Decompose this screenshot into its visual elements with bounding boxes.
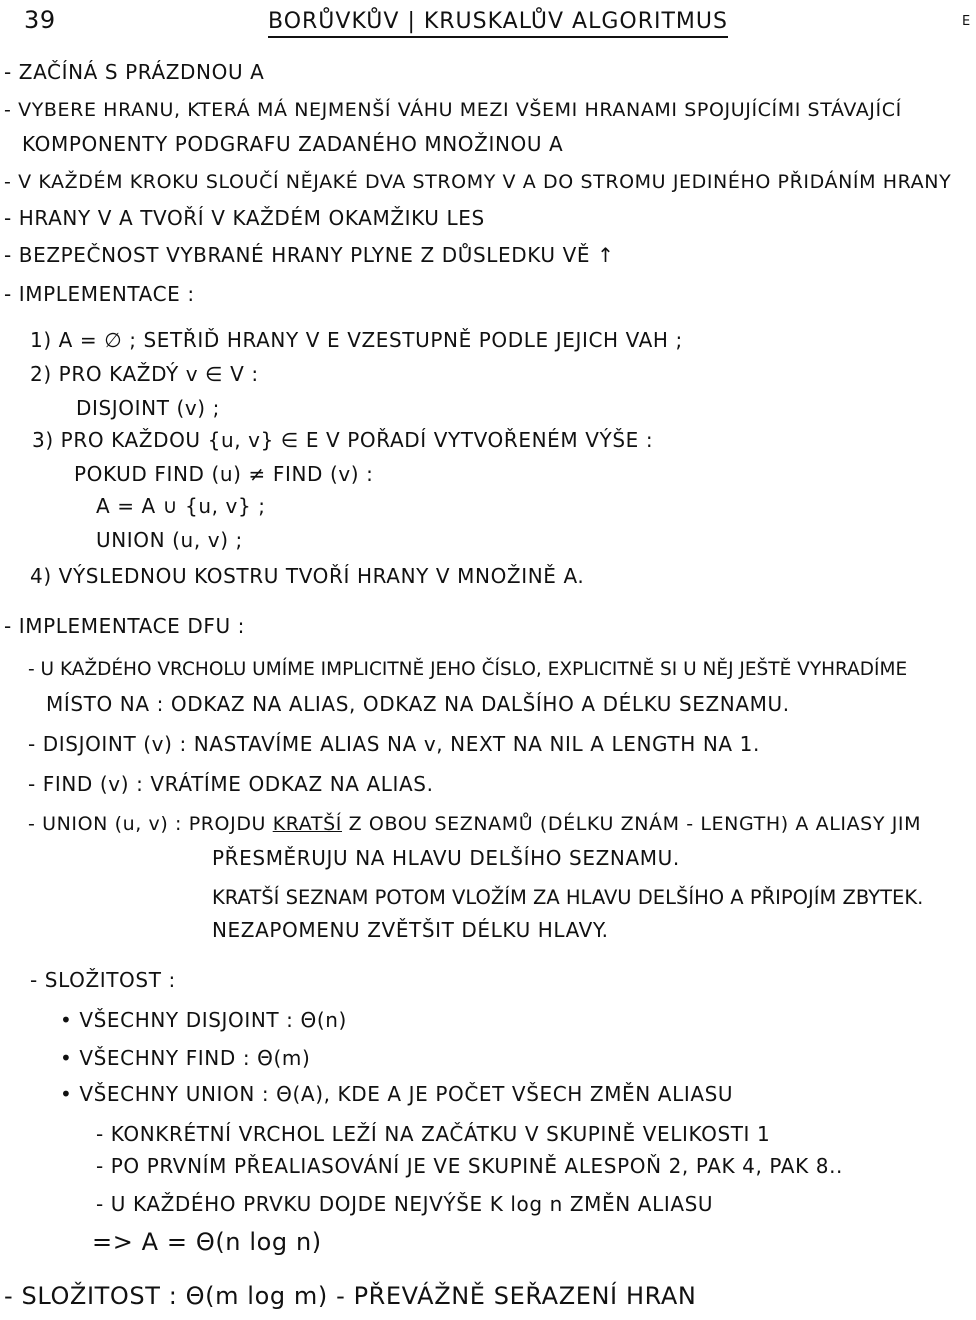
algorithm-step: UNION (u, v) ; <box>96 528 243 552</box>
algorithm-step: 2) PRO KAŽDÝ v ∈ V : <box>30 362 259 386</box>
intro-line: - ZAČÍNÁ S PRÁZDNOU A <box>4 60 265 84</box>
union-prefix: - UNION (u, v) : PROJDU <box>28 813 267 835</box>
page-number: 39 <box>24 6 56 34</box>
algorithm-step: 4) VÝSLEDNOU KOSTRU TVOŘÍ HRANY V MNOŽINĚ A. <box>30 564 585 588</box>
union-underlined-word: KRATŠÍ <box>272 813 342 835</box>
dfu-line: - U KAŽDÉHO VRCHOLU UMÍME IMPLICITNĚ JEHO ČÍSLO, EXPLICITNĚ SI U NĚJ JEŠTĚ VYHRADÍME <box>28 659 908 680</box>
algorithm-step: 1) A = ∅ ; SETŘIĎ HRANY V E VZESTUPNĚ PODLE JEJICH VAH ; <box>30 328 683 352</box>
algorithm-step: POKUD FIND (u) ≠ FIND (v) : <box>74 462 374 486</box>
algorithm-step: DISJOINT (v) ; <box>76 396 221 420</box>
union-line <box>28 812 921 836</box>
intro-line: - HRANY V A TVOŘÍ V KAŽDÉM OKAMŽIKU LES <box>4 206 485 230</box>
complexity-bullet: • VŠECHNY UNION : Θ(A), KDE A JE POČET VŠECH ZMĚN ALIASU <box>60 1082 734 1106</box>
complexity-bullet: • VŠECHNY DISJOINT : Θ(n) <box>60 1008 347 1032</box>
union-line: PŘESMĚRUJU NA HLAVU DELŠÍHO SEZNAMU. <box>212 846 680 870</box>
intro-line: - V KAŽDÉM KROKU SLOUČÍ NĚJAKÉ DVA STROMY V A DO STROMU JEDINÉHO PŘIDÁNÍM HRANY <box>4 171 952 193</box>
complexity-sub: - KONKRÉTNÍ VRCHOL LEŽÍ NA ZAČÁTKU V SKUPINĚ VELIKOSTI 1 <box>96 1122 771 1146</box>
complexity-sub: - PO PRVNÍM PŘEALIASOVÁNÍ JE VE SKUPINĚ ALESPOŇ 2, PAK 4, PAK 8.. <box>96 1154 843 1178</box>
complexity-result: => A = Θ(n log n) <box>92 1228 322 1256</box>
section-heading: - SLOŽITOST : <box>30 968 176 992</box>
dfu-line: - FIND (v) : VRÁTÍME ODKAZ NA ALIAS. <box>28 772 434 796</box>
union-line: NEZAPOMENU ZVĚTŠIT DÉLKU HLAVY. <box>212 918 609 942</box>
union-rest: Z OBOU SEZNAMŮ (DÉLKU ZNÁM - LENGTH) A ALIASY JIM <box>348 813 922 835</box>
algorithm-step: 3) PRO KAŽDOU {u, v} ∈ E V POŘADÍ VYTVOŘENÉM VÝŠE : <box>32 428 654 452</box>
section-heading: - IMPLEMENTACE DFU : <box>4 614 246 638</box>
edge-mark: E <box>962 14 971 29</box>
union-line: KRATŠÍ SEZNAM POTOM VLOŽÍM ZA HLAVU DELŠÍHO A PŘIPOJÍM ZBYTEK. <box>212 886 924 909</box>
intro-line: - BEZPEČNOST VYBRANÉ HRANY PLYNE Z DŮSLEDKU VĚ ↑ <box>4 243 615 267</box>
page-title: BORŮVKŮV | KRUSKALŮV ALGORITMUS <box>268 10 728 38</box>
algorithm-step: A = A ∪ {u, v} ; <box>96 494 266 518</box>
intro-line: - VYBERE HRANU, KTERÁ MÁ NEJMENŠÍ VÁHU MEZI VŠEMI HRANAMI SPOJUJÍCÍMI STÁVAJÍCÍ <box>4 99 902 121</box>
final-complexity: - SLOŽITOST : Θ(m log m) - PŘEVÁŽNĚ SEŘAZENÍ HRAN <box>4 1282 697 1310</box>
complexity-sub: - U KAŽDÉHO PRVKU DOJDE NEJVÝŠE K log n ZMĚN ALIASU <box>96 1192 714 1216</box>
complexity-bullet: • VŠECHNY FIND : Θ(m) <box>60 1046 311 1070</box>
section-heading: - IMPLEMENTACE : <box>4 282 195 306</box>
dfu-line: MÍSTO NA : ODKAZ NA ALIAS, ODKAZ NA DALŠÍHO A DÉLKU SEZNAMU. <box>46 692 790 716</box>
intro-line: KOMPONENTY PODGRAFU ZADANÉHO MNOŽINOU A <box>22 132 564 156</box>
dfu-line: - DISJOINT (v) : NASTAVÍME ALIAS NA v, NEXT NA NIL A LENGTH NA 1. <box>28 732 760 756</box>
